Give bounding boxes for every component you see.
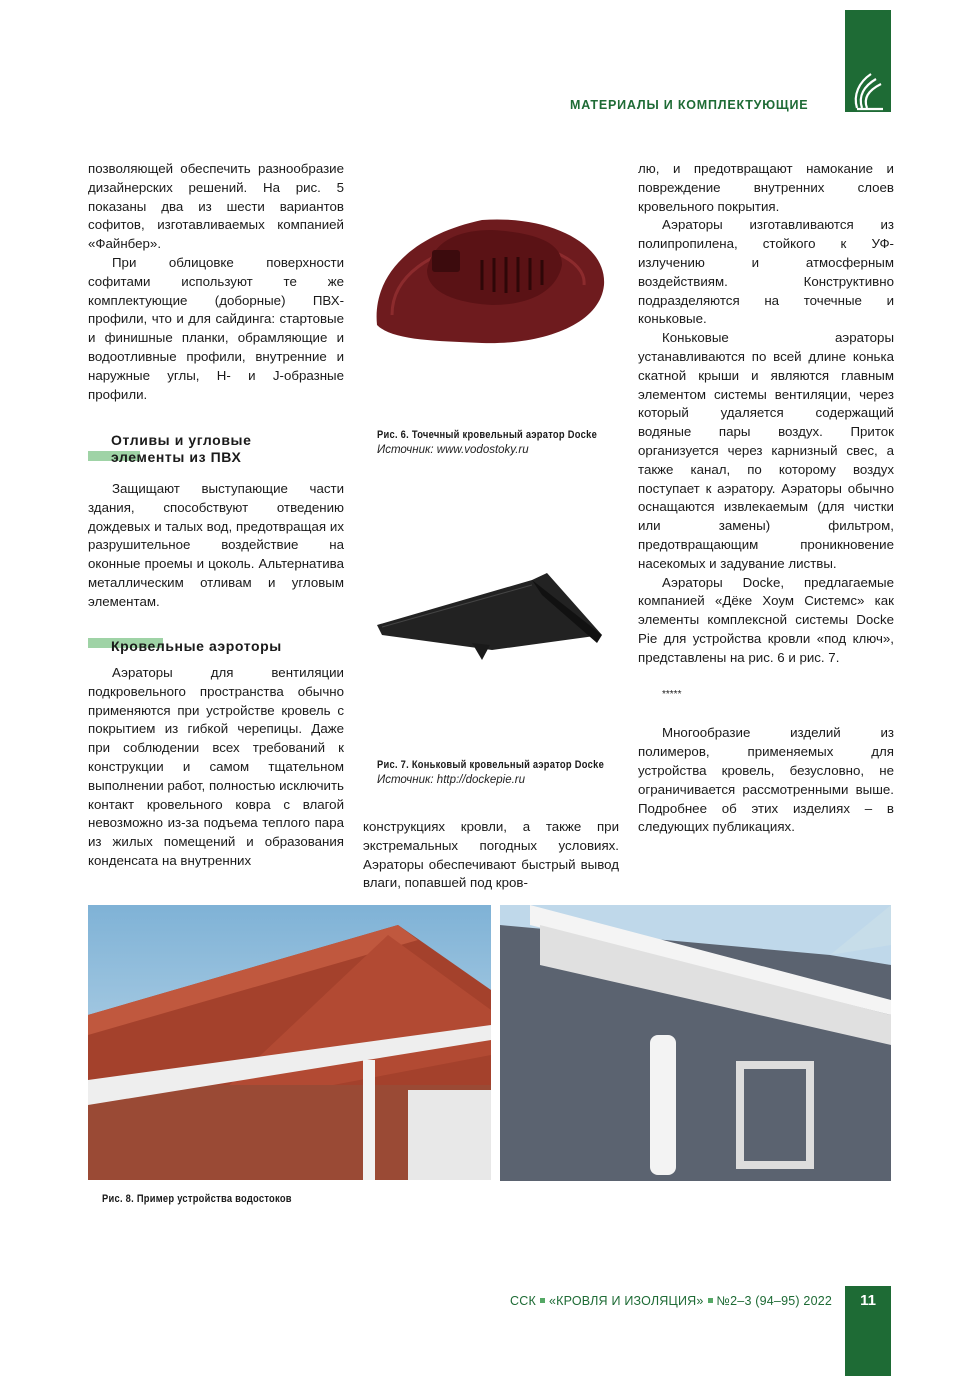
separator-square	[540, 1298, 545, 1303]
footer-publication	[510, 1294, 832, 1308]
footer-issue: №2–3 (94–95) 2022	[716, 1294, 833, 1308]
section-break-stars: *****	[662, 688, 682, 700]
left-column-top	[88, 160, 344, 404]
heading-pvc-sills	[111, 432, 252, 466]
paragraph: Многообразие изделий из полимеров, применяемых для устройства кровель, безусловно, не ограничивается рассмотренными выше. Подробнее об этих изделиях – в следующих публикациях.	[638, 725, 894, 835]
heading-roof-aerators: Кровельные аэроторы	[111, 638, 282, 654]
figure-6-point-aerator-image	[372, 175, 612, 355]
heading-line: Отливы и угловые	[111, 432, 252, 448]
magazine-logo-icon	[845, 10, 891, 112]
figure-8-caption	[102, 1192, 402, 1207]
figure-8-tiled-roof-photo	[88, 905, 491, 1180]
section-title: МАТЕРИАЛЫ И КОМПЛЕКТУЮЩИЕ	[570, 98, 809, 112]
figure-8-gutter-photo	[500, 905, 891, 1181]
figure-7-ridge-aerator-image	[372, 565, 612, 675]
heading-line: элементы из ПВХ	[111, 449, 242, 465]
paragraph: Защищают выступающие части здания, способствуют отведению дождевых и талых вод, предотвращая их разрушительное воздействие на оконные проемы и цоколь. Альтернатива металлическим отливам и угловым элементам.	[88, 481, 344, 609]
caption-title: Рис. 6. Точечный кровельный аэратор Docke	[377, 429, 598, 441]
footer-ssk: ССК	[510, 1294, 536, 1308]
left-column-bottom	[88, 664, 344, 871]
paragraph: Коньковые аэраторы устанавливаются по всей длине конька скатной крыши и являются главным элементом системы вентиляции, через который удаляется содержащий водяные пары воздух. Приток организуется через карнизный свес, а также канал, по которому воздух поступает к аэратору. Аэраторы обычно оснащаются извлекаемым (для чистки или замены) фильтром, предотвращающим проникновение насекомых и задувание листвы.	[638, 330, 894, 571]
paragraph: При облицовке поверхности софитами используют те же комплектующие (доборные) ПВХ-профили, что и для сайдинга: стартовые и финишные планки, обрамляющие и водоотливные профили, внутренние и наружные углы, Н- и J-образные профили.	[88, 254, 344, 402]
figure-7-caption	[377, 758, 617, 788]
caption-title: Рис. 8. Пример устройства водостоков	[102, 1193, 292, 1205]
caption-title: Рис. 7. Коньковый кровельный аэратор Docke	[377, 759, 605, 771]
caption-source: Источник: http://dockepie.ru	[377, 774, 526, 786]
paragraph: Аэраторы для вентиляции подкровельного пространства обычно применяются при устройстве кровель с покрытием из гибкой черепицы. Даже при соблюдении всех требований к конструкции и самом тщательном выполнении работ, полностью исключить контакт кровельного ковра с влагой невозможно из-за подъема теплого пара из жилых помещений и образования конденсата на внутренних	[88, 665, 344, 868]
paragraph: лю, и предотвращают намокание и повреждение внутренних слоев кровельного покрытия.	[638, 161, 894, 214]
page-number: 11	[845, 1286, 891, 1376]
footer-journal: «КРОВЛЯ И ИЗОЛЯЦИЯ»	[548, 1294, 704, 1308]
paragraph: Аэраторы изготавливаются из полипропилена, стойкого к УФ-излучению и атмосферным воздействиям. Конструктивно подразделяются на точечные и коньковые.	[638, 217, 894, 327]
middle-column-text	[363, 818, 619, 893]
figure-6-caption	[377, 428, 617, 458]
left-column-mid	[88, 480, 344, 612]
paragraph: Аэраторы Docke, предлагаемые компанией «Дёке Хоум Системс» как элементы комплексной системы Docke Pie для устройства кровли «под ключ», представлены на рис. 6 и рис. 7.	[638, 574, 894, 665]
right-column-text	[638, 160, 894, 837]
paragraph: позволяющей обеспечить разнообразие дизайнерских решений. На рис. 5 показаны два из шести вариантов софитов, изготавливаемых компанией «Файнбер».	[88, 161, 344, 252]
separator-square	[708, 1298, 713, 1303]
caption-source: Источник: www.vodostoky.ru	[377, 444, 529, 456]
logo-tab	[845, 10, 891, 112]
paragraph: конструкциях кровли, а также при экстремальных погодных условиях. Аэраторы обеспечивают быстрый вывод влаги, попавшей под кров-	[363, 819, 619, 891]
